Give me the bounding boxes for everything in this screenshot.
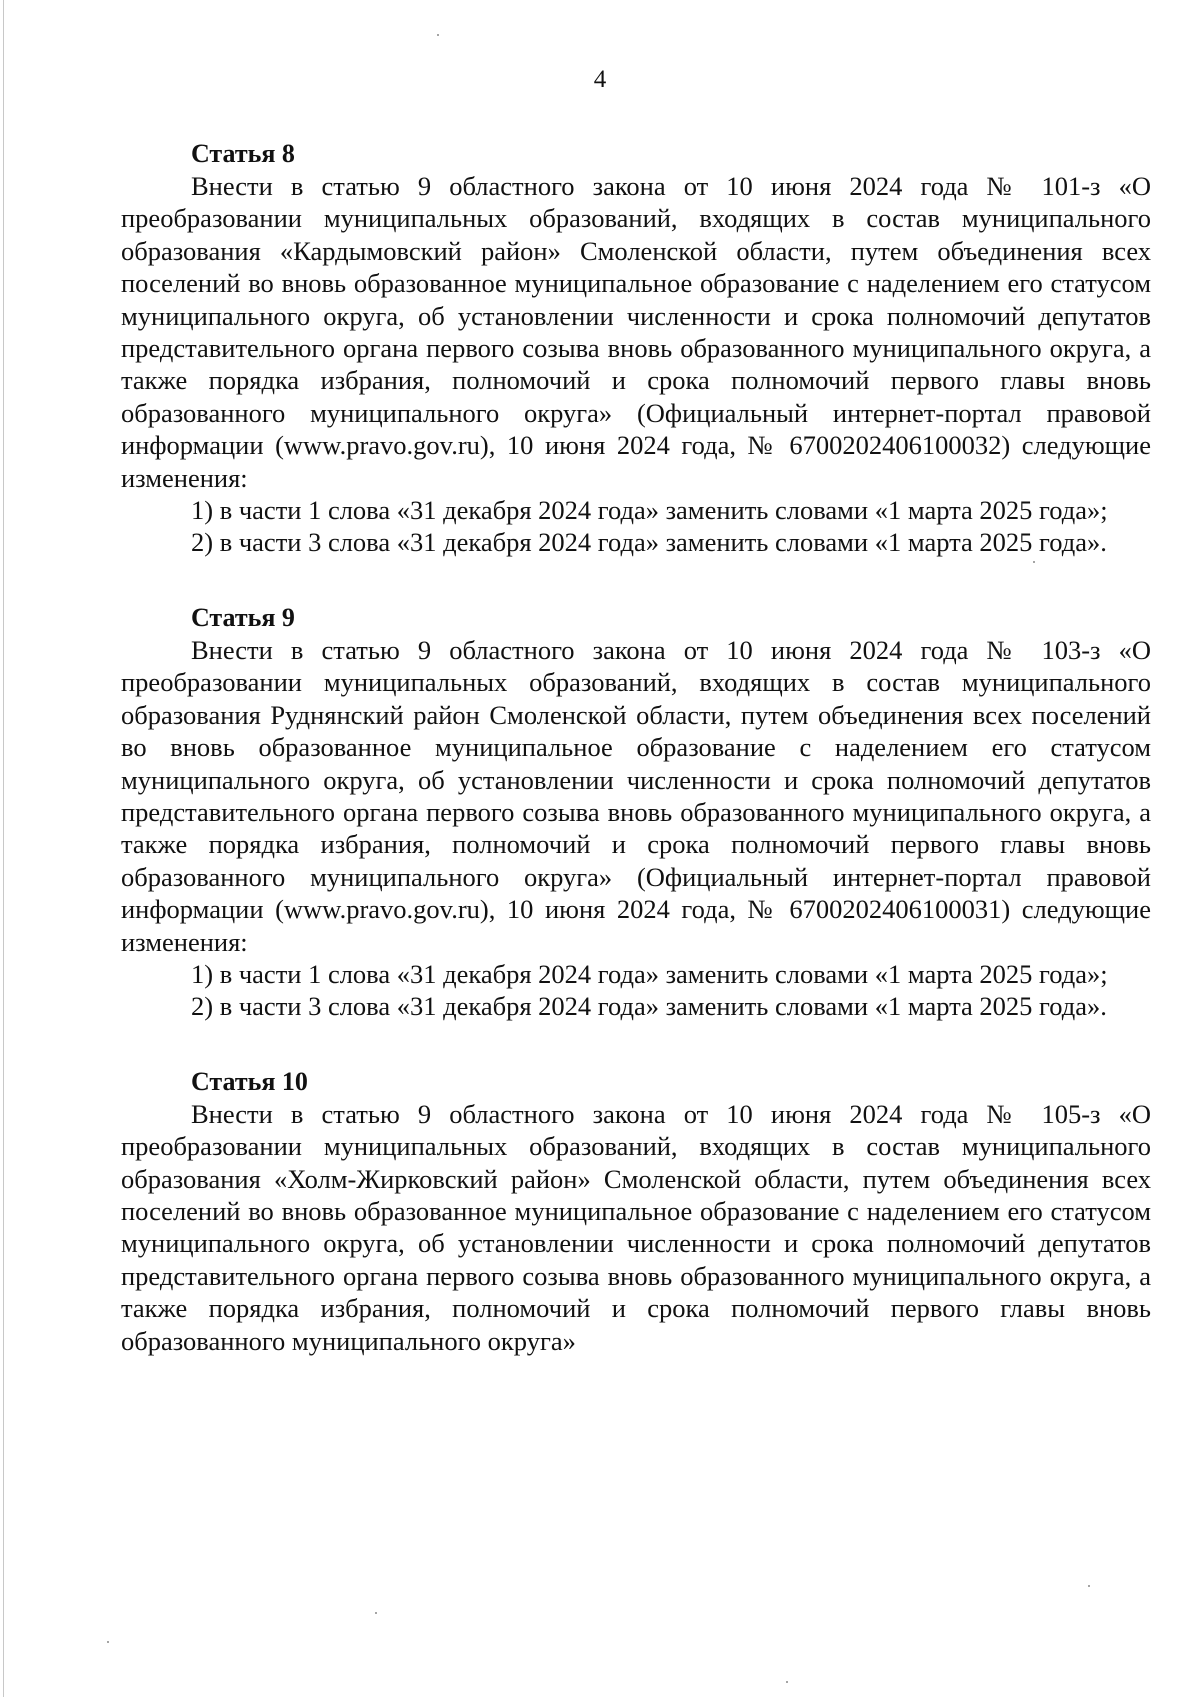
amendment-item: 2) в части 3 слова «31 декабря 2024 года» заменить словами «1 марта 2025 года». [191,991,1107,1022]
article-paragraph: Внести в статью 9 областного закона от 10 июня 2024 года № 103-з «О преобразовании муниципальных образований, входящих в состав муниципального образования Руднянский район Смоленской области, путем объединения всех поселений во вновь образованное муниципальное образование с наделением его статусом муниципального округа, об установлении численности и срока полномочий депутатов представительного органа первого созыва вновь образованного муниципального округа, а также порядка избрания, полномочий и срока полномочий первого главы вновь образованного муниципального округа» (Официальный интернет-портал правовой информации (www.pravo.gov.ru), 10 июня 2024 года, № 6700202406100031) следующие изменения: [121,634,1151,957]
article-paragraph: Внести в статью 9 областного закона от 10 июня 2024 года № 105-з «О преобразовании муниципальных образований, входящих в состав муниципального образования «Холм-Жирковский район» Смоленской области, путем объединения всех поселений во вновь образованное муниципальное образование с наделением его статусом муниципального округа, об установлении численности и срока полномочий депутатов представительного органа первого созыва вновь образованного муниципального округа, а также порядка избрания, полномочий и срока полномочий первого главы вновь образованного муниципального округа» [121,1098,1151,1356]
scan-speck [375,1612,377,1614]
article-title: Статья 10 [191,1066,308,1096]
page-number: 4 [593,66,607,93]
scan-speck [1088,1585,1090,1587]
scan-speck [437,34,439,36]
scan-speck [786,1681,788,1683]
article-8 [121,138,1151,559]
scan-speck [107,1641,109,1643]
article-title: Статья 9 [191,602,295,632]
document-body [121,138,1151,1357]
scan-edge-line [3,0,4,1697]
article-9 [121,602,1151,1023]
article-title: Статья 8 [191,139,295,168]
amendment-item: 1) в части 1 слова «31 декабря 2024 года» заменить словами «1 марта 2025 года»; [191,495,1108,526]
article-10 [121,1066,1151,1357]
amendment-item: 2) в части 3 слова «31 декабря 2024 года» заменить словами «1 марта 2025 года». [191,527,1107,558]
amendment-item: 1) в части 1 слова «31 декабря 2024 года» заменить словами «1 марта 2025 года»; [191,958,1108,989]
article-paragraph: Внести в статью 9 областного закона от 10 июня 2024 года № 101-з «О преобразовании муниципальных образований, входящих в состав муниципального образования «Кардымовский район» Смоленской области, путем объединения всех поселений во вновь образованное муниципальное образование с наделением его статусом муниципального округа, об установлении численности и срока полномочий депутатов представительного органа первого созыва вновь образованного муниципального округа, а также порядка избрания, полномочий и срока полномочий первого главы вновь образованного муниципального округа» (Официальный интернет-портал правовой информации (www.pravo.gov.ru), 10 июня 2024 года, № 6700202406100032) следующие изменения: [121,171,1151,493]
